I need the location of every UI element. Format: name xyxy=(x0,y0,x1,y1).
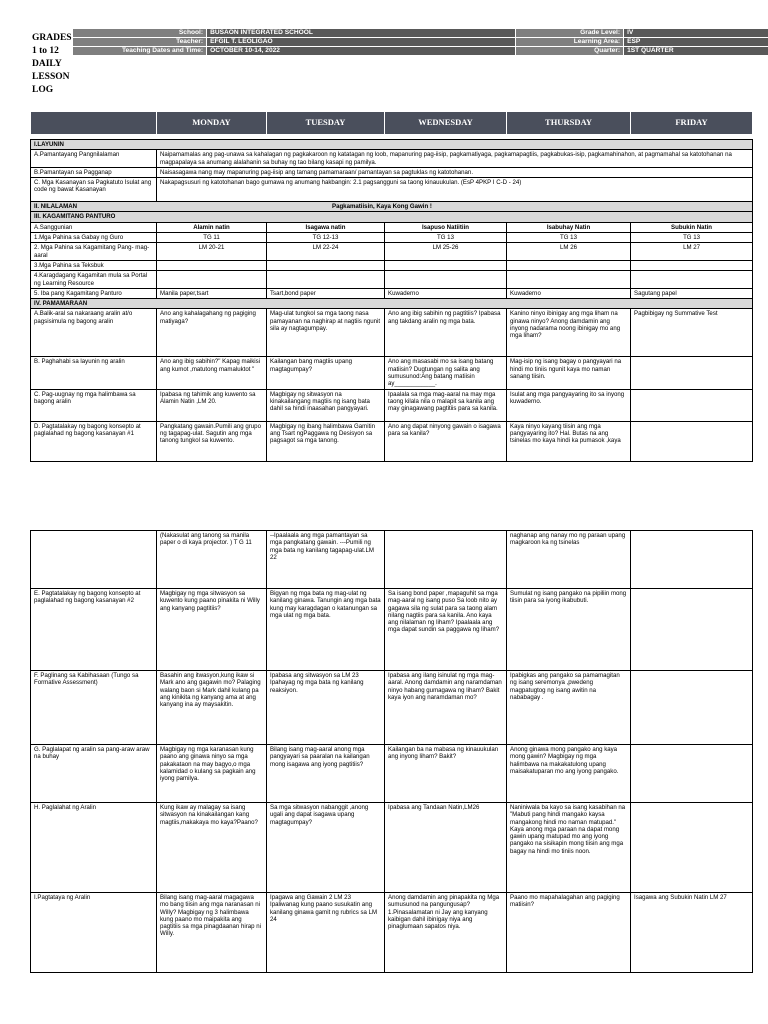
cell-tuesday: --Ipaalaala ang mga pamantayan sa mga pangkatang gawain. ---Pumili ng mga bata ng kanilang tagapag-ulat.LM 22 xyxy=(267,531,385,589)
cell-tuesday: Isagawa natin xyxy=(267,222,385,232)
cell-monday: Ano ang kahalagahang ng pagiging matiyaga? xyxy=(157,309,267,357)
row-0 xyxy=(31,140,753,150)
info-block xyxy=(72,28,768,97)
cell-thursday: naghanap ang nanay mo ng paraan upang magkaroon ka ng tsinelas xyxy=(507,531,631,589)
cell-tuesday: Mag-ulat tungkol sa mga taong nasa pamayanan na naghirap at nagtiis ngunit sila ay nagtagumpay. xyxy=(267,309,385,357)
cell-wednesday: Ano ang ibig sabihin ng pagtitiis? Ipabasa ang takdang aralin ng mga bata. xyxy=(385,309,507,357)
row-label: C. Mga Kasanayan sa Pagkatuto Isulat ang code ng bawat Kasanayan xyxy=(31,178,157,202)
cell-wednesday: TG 13 xyxy=(385,233,507,243)
cell-wednesday xyxy=(385,260,507,270)
teacher-label: Teacher: xyxy=(72,38,207,47)
cell-friday xyxy=(631,421,753,461)
cell-monday: Alamin natin xyxy=(157,222,267,232)
row-7 xyxy=(31,233,753,243)
cell-friday xyxy=(631,389,753,421)
row-label: A.Pamantayang Pangnilalaman xyxy=(31,150,157,168)
cell-thursday: Mag-isip ng isang bagay o pangyayari na hindi mo tiniis ngunit kaya mo naman sanang tiisin. xyxy=(507,357,631,389)
cell-tuesday: Tsart,bond paper xyxy=(267,288,385,298)
cell-wednesday: Ipaalala sa mga mag-aaral na may mga taong kilala nila o malapit sa kanila ang may ginagawang pagtitiis para sa kanila. xyxy=(385,389,507,421)
section-title xyxy=(31,299,753,309)
row-12 xyxy=(31,299,753,309)
cell-tuesday: Ipabasa ang sitwasyon sa LM 23 Ipahayag ng mga bata ng kanilang reaksiyon. xyxy=(267,671,385,745)
dates-label: Teaching Dates and Time: xyxy=(72,47,207,56)
cell-tuesday: Sa mga sitwasyon nabanggit ,anong ugali ang dapat isagawa upang magtagumpay? xyxy=(267,803,385,893)
cell-wednesday: Kailangan ba na mabasa ng kinauukulan ang inyong liham? Bakit? xyxy=(385,745,507,803)
day-tuesday: TUESDAY xyxy=(267,112,385,135)
row2-3 xyxy=(31,745,753,803)
cell-tuesday: Magbigay ng ibang halimbawa Gamitin ang Tsart ngPaggawa ng Desisyon sa pagsagot sa mga tanong. xyxy=(267,421,385,461)
grade-value: IV xyxy=(624,29,768,38)
row-10 xyxy=(31,271,753,289)
area-label: Learning Area: xyxy=(516,38,624,47)
day-friday: FRIDAY xyxy=(631,112,753,135)
row-label: F. Paglinang sa Kabihasaan (Tungo sa Formative Assessment) xyxy=(31,671,157,745)
cell-wednesday: Isapuso Natiitiin xyxy=(385,222,507,232)
cell-friday: Isagawa ang Subukin Natin LM 27 xyxy=(631,893,753,973)
cell-wednesday: Kuwaderno xyxy=(385,288,507,298)
cell-monday: Basahin ang itwasyon,kung ikaw si Mark ano ang gagawin mo? Palaging walang baon si Mark dahil kulang pa ang kinikita ng kanyang ama at ang kanyang ina ay maysakitin. xyxy=(157,671,267,745)
row-1 xyxy=(31,150,753,168)
cell-tuesday: Ipagawa ang Gawain 2 LM 23 Ipaliwanag kung paano susukatin ang kanilang ginawa gamit ng rubrics sa LM 24 xyxy=(267,893,385,973)
cell-thursday: Isabuhay Natin xyxy=(507,222,631,232)
cell-monday: Pangkatang gawain.Pumili ang grupo ng tagapag-ulat. Sagutin ang mga tanong tungkol sa kuwento. xyxy=(157,421,267,461)
header xyxy=(30,28,752,97)
cell-monday: Kung ikaw ay malagay sa isang sitwasyon na kinakailangan kang magtiis,makakaya mo kaya?Paano? xyxy=(157,803,267,893)
cell-friday xyxy=(631,531,753,589)
row-label: D. Pagtatalakay ng bagong konsepto at paglalahad ng bagong kasanayan #1 xyxy=(31,421,157,461)
row-3 xyxy=(31,178,753,202)
row2-4 xyxy=(31,803,753,893)
log-title xyxy=(30,28,72,97)
cell-friday xyxy=(631,671,753,745)
row-9 xyxy=(31,260,753,270)
cell-thursday: Anong ginawa mong pangako ang kaya mong gawin? Magbigay ng mga halimbawa na makakatulong upang maisakatuparan mo ang iyong pangako. xyxy=(507,745,631,803)
cell-friday: TG 13 xyxy=(631,233,753,243)
cell-wednesday: Ipabasa ang Tandaan Natin,LM26 xyxy=(385,803,507,893)
cell-monday: Bilang isang mag-aaral magagawa mo bang tiisin ang mga naranasan ni Willy? Magbigay ng 3 halimbawa kung paano mo maipakita ang pagtitiis sa mga pinagdaanan hirap ni Willy. xyxy=(157,893,267,973)
cell-wednesday: Sa isang bond paper ,mapaguhit sa mga mag-aaral ng isang puso Sa loob nito ay gagawa sila ng sulat para sa taong alam nilang nagtiis para sa kanila. Ano kaya ang nilalaman ng liham? Ipaalaala ang mga dapat sundin sa paggawa ng liham? xyxy=(385,589,507,671)
section-label: I.LAYUNIN xyxy=(34,141,64,148)
row-4 xyxy=(31,202,753,212)
cell-wednesday: Ano ang dapat ninyong gawain o isagawa para sa kanila? xyxy=(385,421,507,461)
row2-5 xyxy=(31,893,753,973)
row2-0 xyxy=(31,531,753,589)
row-5 xyxy=(31,212,753,222)
lesson-log-page-2 xyxy=(30,530,752,973)
cell-monday: (Nakasulat ang tanong sa manila paper o di kaya projector. ) T G 11 xyxy=(157,531,267,589)
row-label: 2. Mga Pahina sa Kagamitang Pang- mag-aaral xyxy=(31,243,157,261)
row-label: H. Paglalahat ng Aralin xyxy=(31,803,157,893)
lesson-table-2 xyxy=(30,530,753,973)
cell-monday: Magbigay ng mga sitwasyon sa kuwento kung paano pinakita ni Willy ang kanyang pagtitiis? xyxy=(157,589,267,671)
cell-friday: LM 27 xyxy=(631,243,753,261)
teacher-value: EFGIL T. LEOLIGAO xyxy=(207,38,516,47)
dates-value: OCTOBER 10-14, 2022 xyxy=(207,47,516,56)
cell-friday xyxy=(631,260,753,270)
cell-friday xyxy=(631,803,753,893)
cell-monday xyxy=(157,260,267,270)
cell-thursday: Kanino ninyo ibinigay ang mga liham na ginawa ninyo? Anong damdamin ang inyong nadarama noong ibinigay mo ang mga liham? xyxy=(507,309,631,357)
row-6 xyxy=(31,222,753,232)
cell-thursday xyxy=(507,260,631,270)
cell-tuesday: Kailangan bang magtiis upang magtagumpay? xyxy=(267,357,385,389)
row-label: A.Balik-aral sa nakaraang aralin at/o pagsisimula ng bagong aralin xyxy=(31,309,157,357)
row-label xyxy=(31,531,157,589)
row-label: 1.Mga Pahina sa Gabay ng Guro xyxy=(31,233,157,243)
row-label: 4.Karagdagang Kagamitan mula sa Portal ng Learning Resource xyxy=(31,271,157,289)
title-line1: GRADES 1 to 12 xyxy=(32,33,72,56)
cell-wednesday: Ano ang masasabi mo sa isang batang matiisin? Dugtungan ng salita ang sumusunod:Ang batang matiisin ay____________. xyxy=(385,357,507,389)
row-content: Naisasagawa nang may mapanuring pag-iisip ang tamang pamamaraan/ pamantayan sa pagtuklas ng katotohanan. xyxy=(157,167,753,177)
days-corner xyxy=(31,112,157,135)
grade-label: Grade Level: xyxy=(516,29,624,38)
cell-friday: Subukin Natin xyxy=(631,222,753,232)
row-16 xyxy=(31,421,753,461)
days-header xyxy=(30,111,753,135)
row-8 xyxy=(31,243,753,261)
row-14 xyxy=(31,357,753,389)
section-title xyxy=(31,202,753,212)
section-title xyxy=(31,212,753,222)
cell-thursday: Isulat ang mga pangyayaring ito sa inyong kuwaderno. xyxy=(507,389,631,421)
cell-friday: Sagutang papel xyxy=(631,288,753,298)
cell-friday xyxy=(631,589,753,671)
row-content: Naipamamalas ang pag-unawa sa kahalagan ng pagkakaroon ng katatagan ng loob, mapanuring pag-iisip, pagkamatiyaga, pagkamapagtiis, pagkabukas-isip, pagkamahinahon, at pagmamahal sa katotohanan na magpapalaya sa anumang alalahanin sa buhay ng tao bilang kasapi ng pamilya. xyxy=(157,150,753,168)
row-label: B.Pamantayan sa Pagganap xyxy=(31,167,157,177)
cell-thursday: Sumulat ng isang pangako na pipiliin mong tiisin para sa iyong ikabubuti. xyxy=(507,589,631,671)
row-label: 3.Mga Pahina sa Teksbuk xyxy=(31,260,157,270)
cell-tuesday: Magbigay ng sitwasyon na kinakailangang magtiis ng isang bata dahil sa hindi inaasahan pangyayari. xyxy=(267,389,385,421)
cell-thursday: TG 13 xyxy=(507,233,631,243)
section-label: III. KAGAMITANG PANTURO xyxy=(34,213,116,221)
cell-tuesday: Bigyan ng mga bata ng mag-ulat ng kanilang ginawa. Tanungin ang mga bata kung may karagdagan o katanungan sa mga ulat ng mga bata. xyxy=(267,589,385,671)
section-title xyxy=(31,140,753,150)
cell-monday: Magbigay ng mga karanasan kung paano ang ginawa ninyo sa mga pakakataon na may bagyo,o mga kalamidad o kulang sa pagkain ang iyong pamilya. xyxy=(157,745,267,803)
cell-wednesday: LM 25-26 xyxy=(385,243,507,261)
cell-thursday: Paano mo mapahalagahan ang pagiging matiisin? xyxy=(507,893,631,973)
day-thursday: THURSDAY xyxy=(507,112,631,135)
cell-tuesday xyxy=(267,260,385,270)
cell-thursday: Kuwaderno xyxy=(507,288,631,298)
cell-thursday: Kaya ninyo kayang tiisin ang mga pangyayaring ito? Hal. Butas na ang tsinelas mo kaya hindi ka pumasok ,kaya xyxy=(507,421,631,461)
cell-tuesday: LM 22-24 xyxy=(267,243,385,261)
title-line2: DAILY LESSON LOG xyxy=(32,59,70,95)
row-label: A.Sanggunian xyxy=(31,222,157,232)
lesson-title: Pagkamatiisin, Kaya Kong Gawin ! xyxy=(332,203,432,211)
cell-thursday xyxy=(507,271,631,289)
cell-friday xyxy=(631,271,753,289)
row-label: I.Pagtataya ng Aralin xyxy=(31,893,157,973)
row2-2 xyxy=(31,671,753,745)
cell-tuesday: TG 12-13 xyxy=(267,233,385,243)
lesson-log-page-1 xyxy=(30,28,752,462)
section-label: II. NILALAMAN xyxy=(34,203,77,211)
cell-wednesday: Anong damdamin ang pinapakita ng Mga sumusunod na pangungusap? 1.Pinasalamatan ni Jay ang kanyang kaibigan dahil ibinigay niya ang pinaglumaan sapatos niya. xyxy=(385,893,507,973)
row-11 xyxy=(31,288,753,298)
cell-wednesday xyxy=(385,531,507,589)
cell-thursday: LM 26 xyxy=(507,243,631,261)
cell-friday xyxy=(631,745,753,803)
row-label: E. Pagtatalakay ng bagong konsepto at paglalahad ng bagong kasanayan #2 xyxy=(31,589,157,671)
cell-wednesday xyxy=(385,271,507,289)
area-value: ESP xyxy=(624,38,768,47)
cell-thursday: Naniniwala ba kayo sa isang kasabihan na "Mabuti pang hindi mangako kaysa mangakong hindi mo naman matupad." Kaya anong mga paraan na dapat mong gawin upang matupad mo ang iyong pangako na sisikapin mong tiisin ang mga bagay na hindi mo tiniis noon. xyxy=(507,803,631,893)
row-label: G. Paglalapat ng aralin sa pang-araw araw na buhay xyxy=(31,745,157,803)
day-wednesday: WEDNESDAY xyxy=(385,112,507,135)
cell-monday: Ano ang ibig sabihin?" Kapag maikisi ang kumot ,matutong mamaluktot " xyxy=(157,357,267,389)
school-value: BUSAON INTEGRATED SCHOOL xyxy=(207,29,516,38)
quarter-value: 1ST QUARTER xyxy=(624,47,768,56)
row2-1 xyxy=(31,589,753,671)
row-label: B. Paghahabi sa layunin ng aralin xyxy=(31,357,157,389)
cell-monday: LM 20-21 xyxy=(157,243,267,261)
day-monday: MONDAY xyxy=(157,112,267,135)
row-2 xyxy=(31,167,753,177)
lesson-table-1 xyxy=(30,139,753,462)
row-13 xyxy=(31,309,753,357)
school-label: School: xyxy=(72,29,207,38)
cell-monday: Manila paper,tsart xyxy=(157,288,267,298)
cell-monday: Ipabasa ng tahimik ang kuwento sa Alamin Natin ,LM 20. xyxy=(157,389,267,421)
section-label: IV. PAMAMARAAN xyxy=(34,300,88,308)
cell-tuesday xyxy=(267,271,385,289)
quarter-label: Quarter: xyxy=(516,47,624,56)
cell-wednesday: Ipabasa ang ilang isinulat ng mga mag-aaral. Anong damdamin ang naramdaman ninyo habang gumagawa ng liham? Bakit kaya iyon ang naramdaman mo? xyxy=(385,671,507,745)
cell-friday: Pagbibigay ng Summative Test xyxy=(631,309,753,357)
cell-monday: TG 11 xyxy=(157,233,267,243)
row-label: 5. Iba pang Kagamitang Panturo xyxy=(31,288,157,298)
cell-thursday: Ipabigkas ang pangako sa pamamagitan ng isang seremonya ,pwedeng magpatugtog ng isang awitin na nababagay . xyxy=(507,671,631,745)
cell-monday xyxy=(157,271,267,289)
cell-friday xyxy=(631,357,753,389)
cell-tuesday: Bilang isang mag-aaral anong mga pangyayari sa paaralan na kailangan mong isagawa ang iyong pagtitiis? xyxy=(267,745,385,803)
row-label: C. Pag-uugnay ng mga halimbawa sa bagong aralin xyxy=(31,389,157,421)
row-15 xyxy=(31,389,753,421)
row-content: Nakapagsusuri ng katotohanan bago gumawa ng anumang hakbangin: 2.1 pagsangguni sa taong kinauukulan. (EsP 4PKP I C-D - 24) xyxy=(157,178,753,202)
